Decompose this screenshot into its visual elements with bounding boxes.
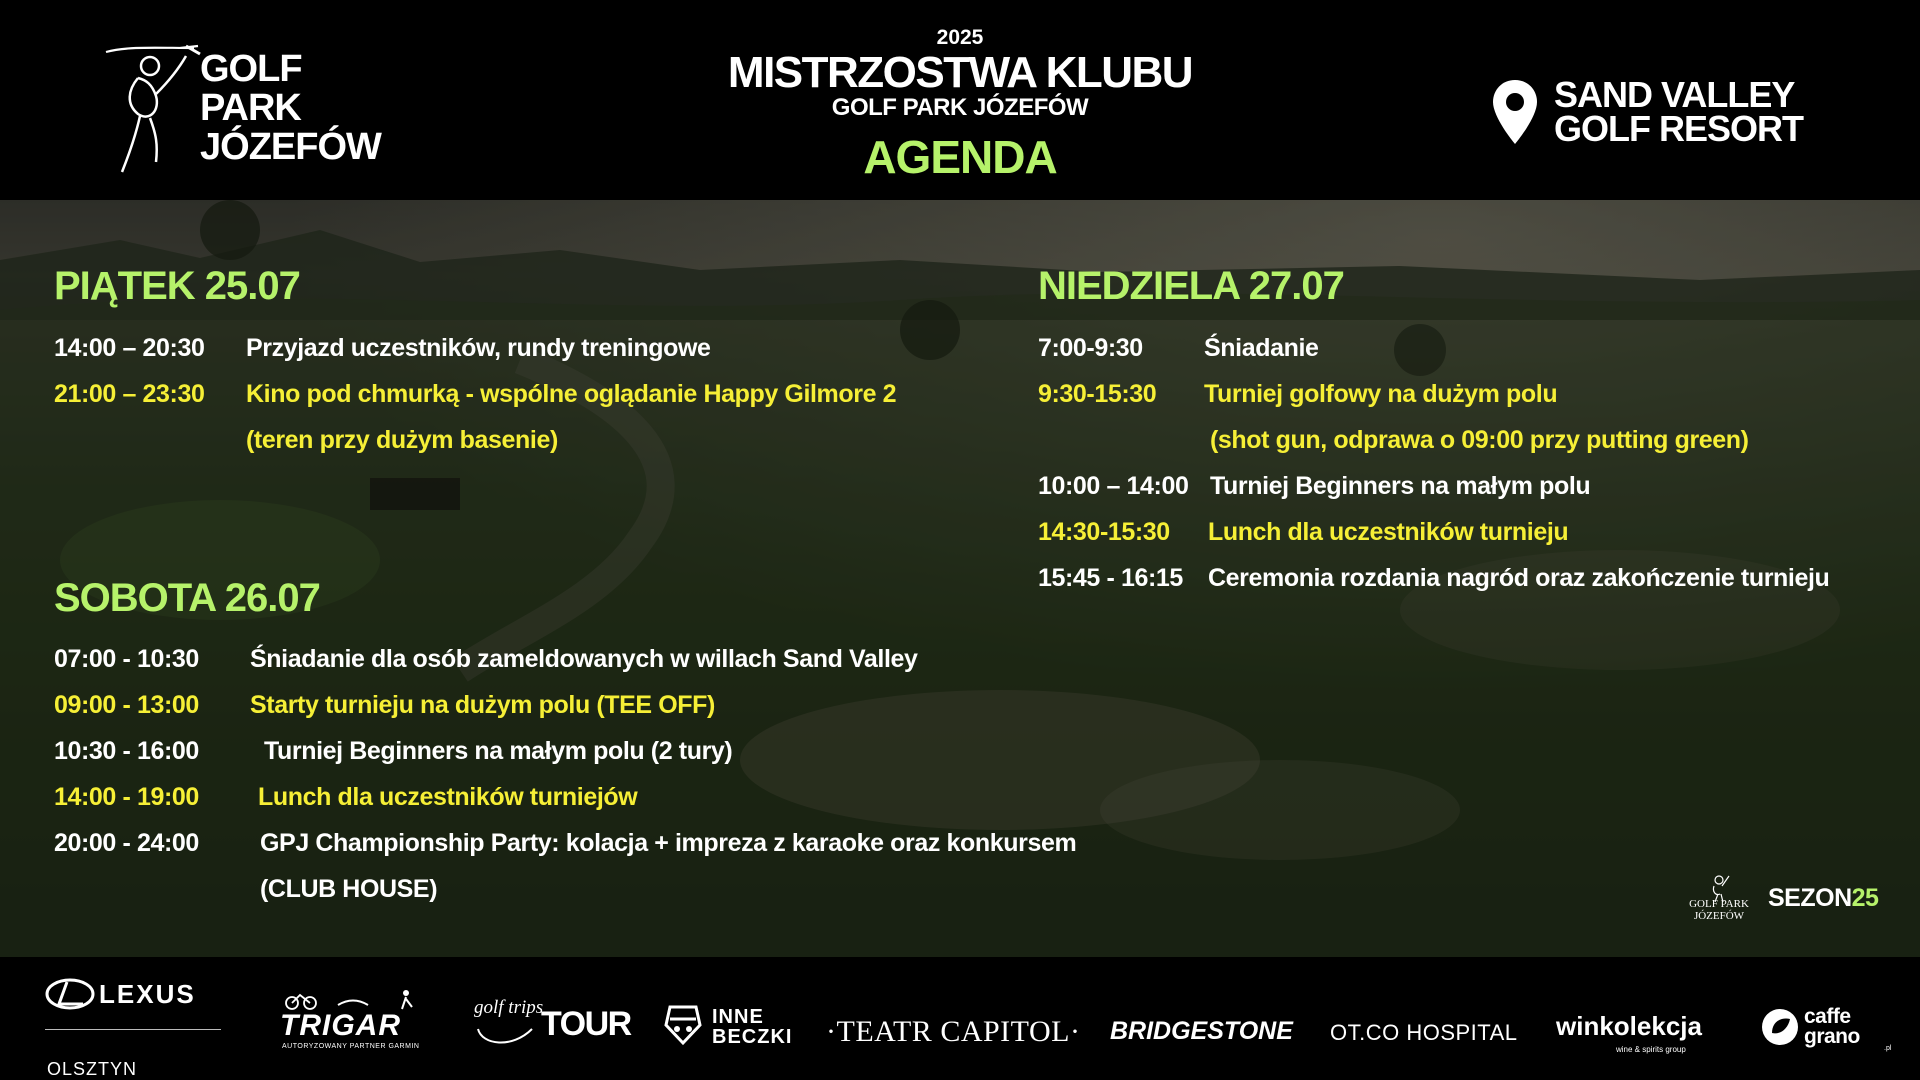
sponsors-bar [0, 957, 1920, 1080]
row-description: Starty turnieju na dużym polu (TEE OFF) [250, 691, 715, 719]
row-description: Lunch dla uczestników turnieju [1208, 518, 1569, 546]
event-title: MISTRZOSTWA KLUBU [727, 48, 1193, 97]
location-text [1554, 74, 1803, 149]
sponsor-name: TRIGAR [280, 1009, 401, 1042]
row-description: Ceremonia rozdania nagród oraz zakończenie turnieju [1208, 564, 1830, 592]
location-line: GOLF RESORT [1554, 108, 1803, 149]
sponsor-name: LEXUS [99, 979, 196, 1009]
day-heading-saturday: SOBOTA 26.07 [54, 576, 320, 620]
row-time: 21:00 – 23:30 [54, 380, 205, 408]
sponsor-name: winkolekcja [1556, 1011, 1702, 1041]
sponsor-teatr-capitol: ·TEATR CAPITOL· [826, 1015, 1081, 1048]
lexus-emblem-icon [45, 977, 95, 1011]
golfer-icon [98, 44, 208, 174]
divider [45, 1029, 221, 1030]
row-time: 10:00 – 14:00 [1038, 472, 1189, 500]
row-description: Kino pod chmurką - wspólne oglądanie Happy Gilmore 2 [246, 380, 897, 408]
row-time: 10:30 - 16:00 [54, 737, 199, 765]
row-description: Turniej Beginners na małym polu (2 tury) [264, 737, 733, 765]
row-description: GPJ Championship Party: kolacja + impreza z karaoke oraz konkursem [260, 829, 1077, 857]
event-subtitle: GOLF PARK JÓZEFÓW [831, 94, 1089, 121]
row-time: 14:00 - 19:00 [54, 783, 199, 811]
mini-logo-line: GOLF PARK [1689, 898, 1749, 910]
season-number: 25 [1851, 884, 1879, 912]
triathlon-figures-icon [278, 989, 428, 1011]
sponsor-city: OLSZTYN [47, 1059, 138, 1079]
row-description: Śniadanie dla osób zameldowanych w willach Sand Valley [250, 645, 918, 673]
row-time: 20:00 - 24:00 [54, 829, 199, 857]
sponsor-domain: .pl [1884, 1045, 1892, 1052]
sand-valley-location [1490, 74, 1810, 158]
row-description: (shot gun, odprawa o 09:00 przy putting green) [1210, 426, 1749, 454]
row-description: Turniej golfowy na dużym polu [1204, 380, 1558, 408]
sponsor-tagline: wine & spirits group [1616, 1045, 1686, 1054]
sponsor-bridgestone: BRIDGESTONE [1110, 1017, 1293, 1045]
event-title-block [660, 26, 1260, 184]
golf-park-jozefow-logo [98, 44, 398, 174]
day-heading-sunday: NIEDZIELA 27.07 [1038, 264, 1344, 308]
row-time: 14:30-15:30 [1038, 518, 1170, 546]
barrel-icon [662, 1001, 704, 1047]
row-description: Lunch dla uczestników turniejów [258, 783, 638, 811]
row-description: Turniej Beginners na małym polu [1210, 472, 1591, 500]
sponsor-name-line: grano [1804, 1025, 1860, 1048]
row-time: 15:45 - 16:15 [1038, 564, 1183, 592]
agenda-heading: AGENDA [863, 131, 1057, 183]
row-description: Śniadanie [1204, 334, 1319, 362]
season-label [1768, 884, 1878, 913]
coffee-leaf-icon [1760, 1007, 1800, 1047]
header-bar [0, 0, 1920, 200]
sponsor-name-line: BECZKI [712, 1026, 793, 1048]
season-badge [1682, 872, 1920, 924]
logo-left-line: JÓZEFÓW [200, 126, 381, 168]
logo-left-text [200, 50, 381, 167]
row-description: (teren przy dużym basenie) [246, 426, 558, 454]
row-description: (CLUB HOUSE) [260, 875, 438, 903]
sponsor-name-line: INNE [712, 1006, 764, 1028]
location-pin-icon [1490, 78, 1540, 148]
mini-logo-text [1682, 898, 1756, 922]
season-word: SEZON [1768, 884, 1852, 912]
logo-left-line: PARK [200, 87, 301, 129]
row-time: 07:00 - 10:30 [54, 645, 199, 673]
mini-logo-line: JÓZEFÓW [1693, 910, 1745, 922]
sponsor-name [1804, 1007, 1860, 1047]
row-time: 14:00 – 20:30 [54, 334, 205, 362]
sponsor-name [712, 1007, 792, 1047]
logo-left-line: GOLF [200, 48, 302, 90]
day-heading-friday: PIĄTEK 25.07 [54, 264, 300, 308]
row-description: Przyjazd uczestników, rundy treningowe [246, 334, 711, 362]
sponsor-otco-hospital: OT.CO HOSPITAL [1330, 1020, 1518, 1045]
sponsor-name-line: caffe [1804, 1005, 1851, 1028]
row-time: 09:00 - 13:00 [54, 691, 199, 719]
row-time: 9:30-15:30 [1038, 380, 1157, 408]
row-time: 7:00-9:30 [1038, 334, 1143, 362]
sponsor-name-small: golf trips [474, 997, 544, 1018]
location-line: SAND VALLEY [1554, 74, 1795, 115]
sponsor-tagline: AUTORYZOWANY PARTNER GARMIN [282, 1043, 420, 1050]
event-year: 2025 [936, 26, 984, 49]
sponsor-name: TOUR [541, 1005, 631, 1043]
